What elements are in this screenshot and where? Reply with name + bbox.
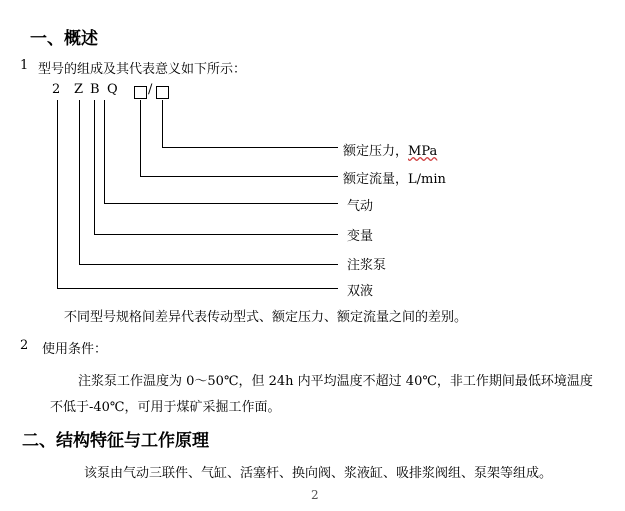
item-2-paragraph-line-2: 不低于-40℃，可用于煤矿采掘工作面。: [50, 400, 281, 415]
section-1-title: 一、概述: [30, 29, 98, 49]
item-2-label: 使用条件：: [42, 342, 108, 357]
item-2-number: 2: [20, 338, 29, 353]
legend-rated-pressure: [343, 140, 437, 159]
model-char-z: Z: [74, 82, 84, 97]
legend-variable: 变量: [347, 229, 374, 244]
item-1-number: 1: [20, 58, 29, 73]
connector-hline-6: [57, 288, 338, 289]
connector-vline-2: [79, 100, 80, 265]
connector-vline-4: [104, 100, 105, 203]
connector-vline-3: [94, 100, 95, 235]
legend-pneumatic: 气动: [347, 199, 374, 214]
item-2-paragraph-line-1: 注浆泵工作温度为 0～50℃，但 24h 内平均温度不超过 40℃，非工作期间最低环境温度: [78, 374, 593, 389]
connector-hline-2: [140, 176, 338, 177]
section-2-paragraph: 该泵由气动三联件、气缸、活塞杆、换向阀、浆液缸、吸排浆阀组、泵架等组成。: [84, 466, 553, 481]
connector-hline-5: [79, 264, 338, 265]
model-note: 不同型号规格间差异代表传动型式、额定压力、额定流量之间的差别。: [64, 310, 468, 325]
legend-rated-pressure-label: 额定压力，: [343, 144, 409, 159]
connector-hline-3: [104, 203, 338, 204]
connector-vline-6: [162, 100, 163, 147]
model-char-b: B: [90, 82, 100, 97]
legend-rated-pressure-unit: MPa: [408, 144, 438, 159]
connector-vline-1: [57, 100, 58, 289]
page-number: 2: [311, 488, 319, 502]
model-char-2: 2: [52, 82, 61, 97]
legend-rated-flow: 额定流量，L/min: [343, 172, 446, 187]
item-1-text: 型号的组成及其代表意义如下所示：: [38, 62, 247, 77]
legend-grouting-pump: 注浆泵: [347, 258, 387, 273]
model-separator: /: [148, 82, 153, 97]
connector-hline-1: [162, 147, 338, 148]
model-char-q: Q: [107, 82, 118, 97]
section-2-title: 二、结构特征与工作原理: [22, 431, 209, 451]
connector-hline-4: [94, 234, 338, 235]
legend-dual-liquid: 双液: [347, 284, 374, 299]
connector-vline-5: [140, 100, 141, 177]
